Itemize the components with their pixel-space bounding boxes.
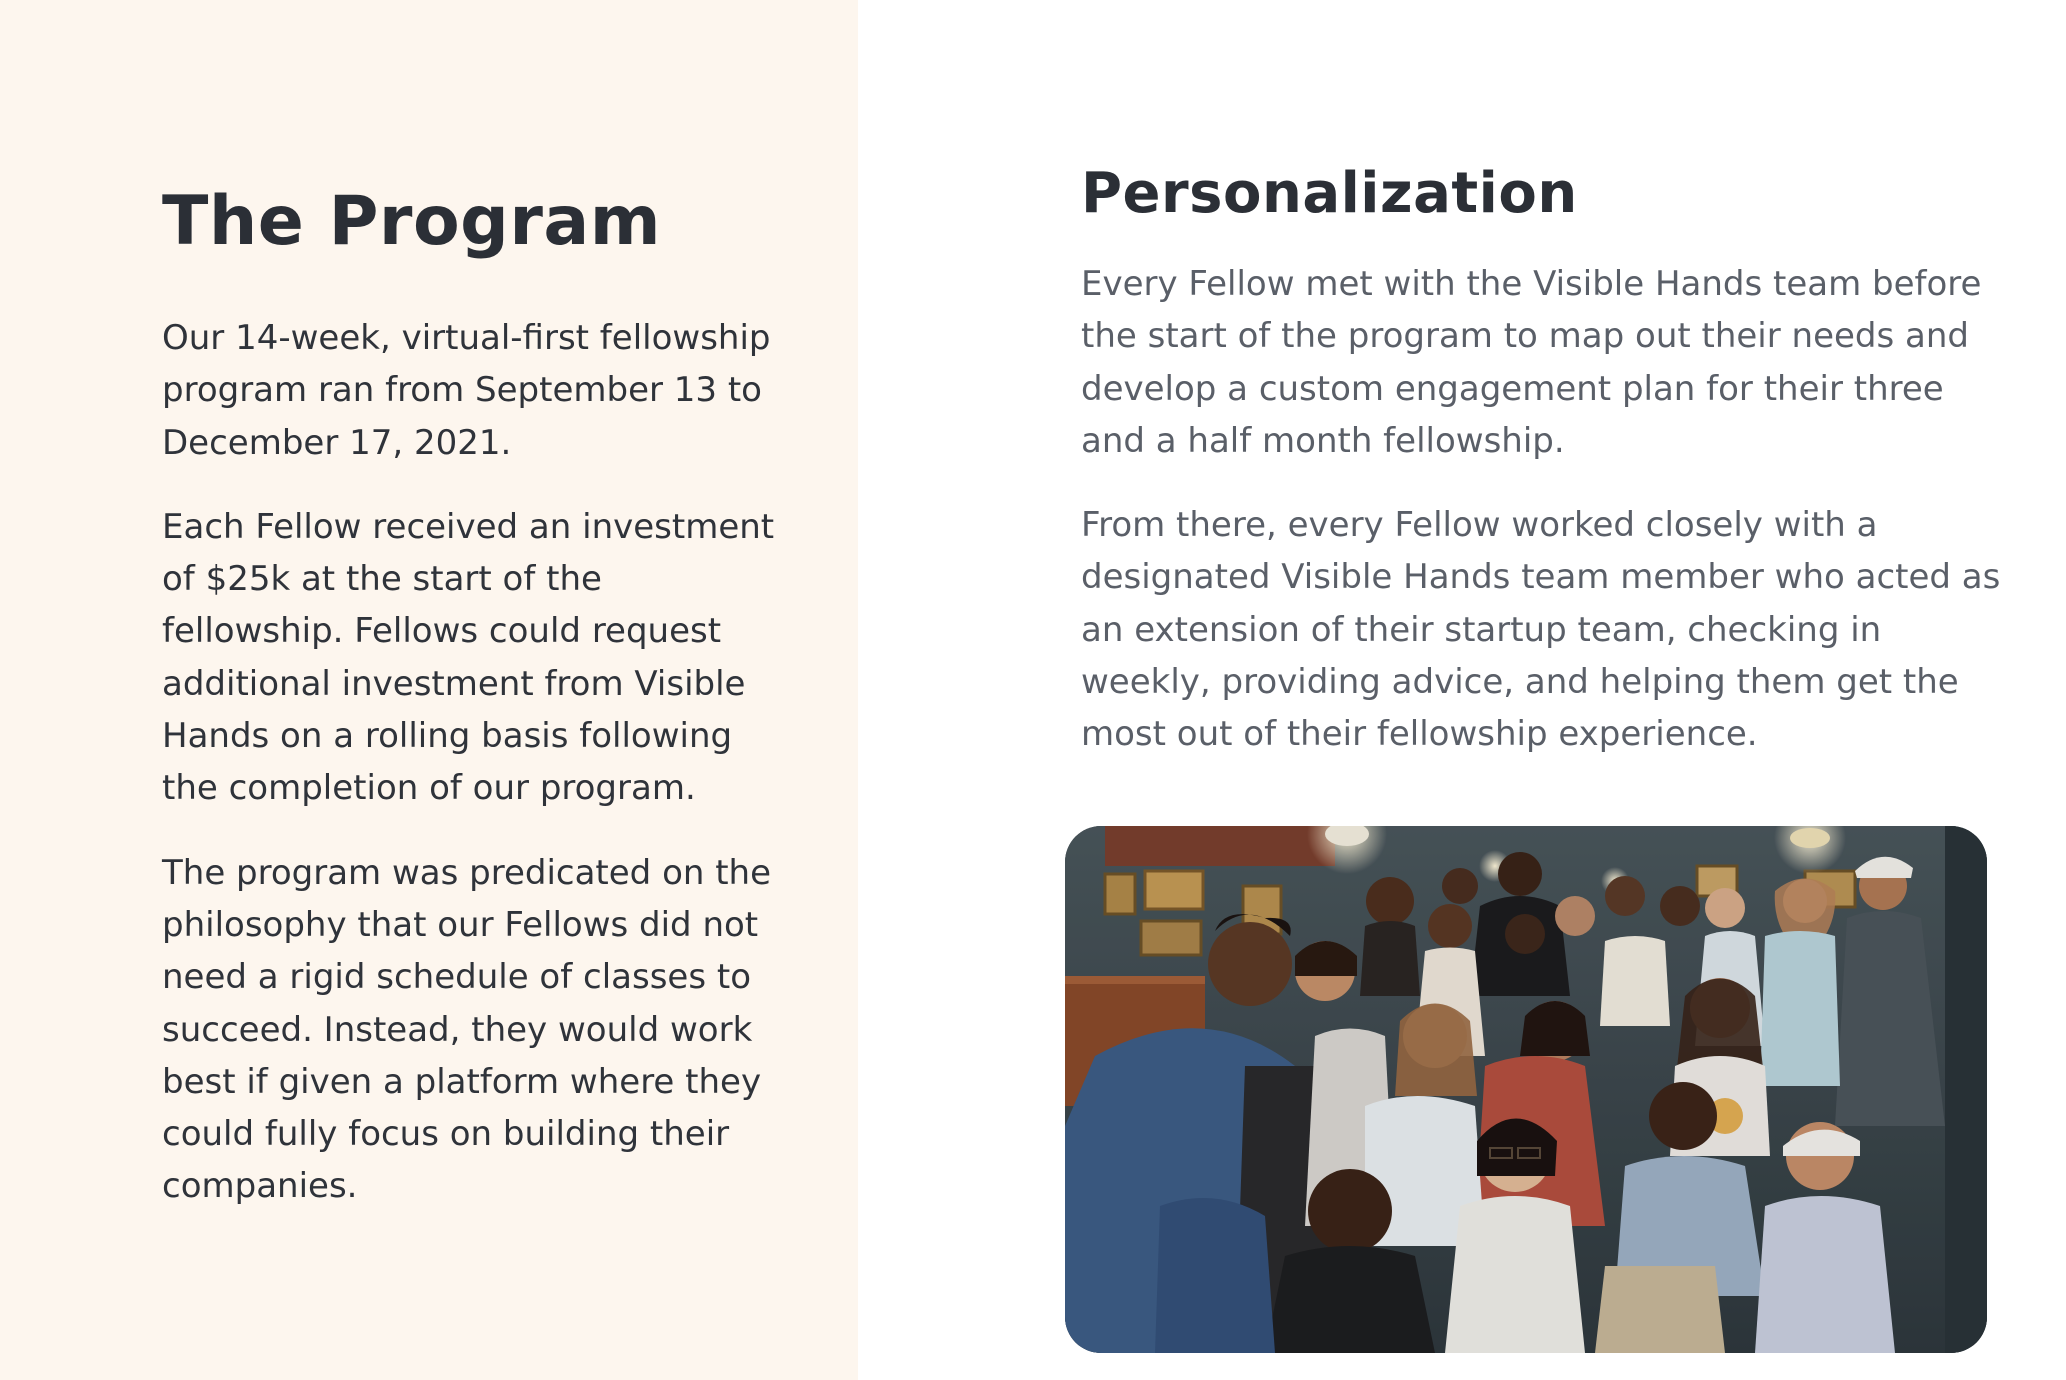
personalization-title: Personalization — [1081, 161, 1578, 226]
personalization-body — [1081, 258, 2001, 793]
program-paragraph: The program was predicated on the philosophy that our Fellows did not need a rigid schedule of classes to succeed. Instead, they would work best if given a platform where they could fully focus on building their companies. — [162, 852, 772, 1207]
group-photo-illustration — [1065, 826, 1987, 1353]
program-paragraph: Each Fellow received an investment of $25k at the start of the fellowship. Fellows could request additional investment from Visible Hands on a rolling basis following the completion of our program. — [162, 506, 775, 809]
program-body — [162, 312, 782, 1245]
program-paragraph: Our 14-week, virtual-first fellowship program ran from September 13 to December 17, 2021. — [162, 318, 771, 463]
group-photo — [1065, 826, 1987, 1353]
program-title: The Program — [162, 182, 662, 261]
personalization-paragraph: From there, every Fellow worked closely with a designated Visible Hands team member who acted as an extension of their startup team, checking in weekly, providing advice, and helping them get the most out of their fellowship experience. — [1081, 505, 2001, 755]
personalization-paragraph: Every Fellow met with the Visible Hands team before the start of the program to map out their needs and develop a custom engagement plan for their three and a half month fellowship. — [1081, 264, 1982, 461]
program-panel — [0, 0, 858, 1380]
